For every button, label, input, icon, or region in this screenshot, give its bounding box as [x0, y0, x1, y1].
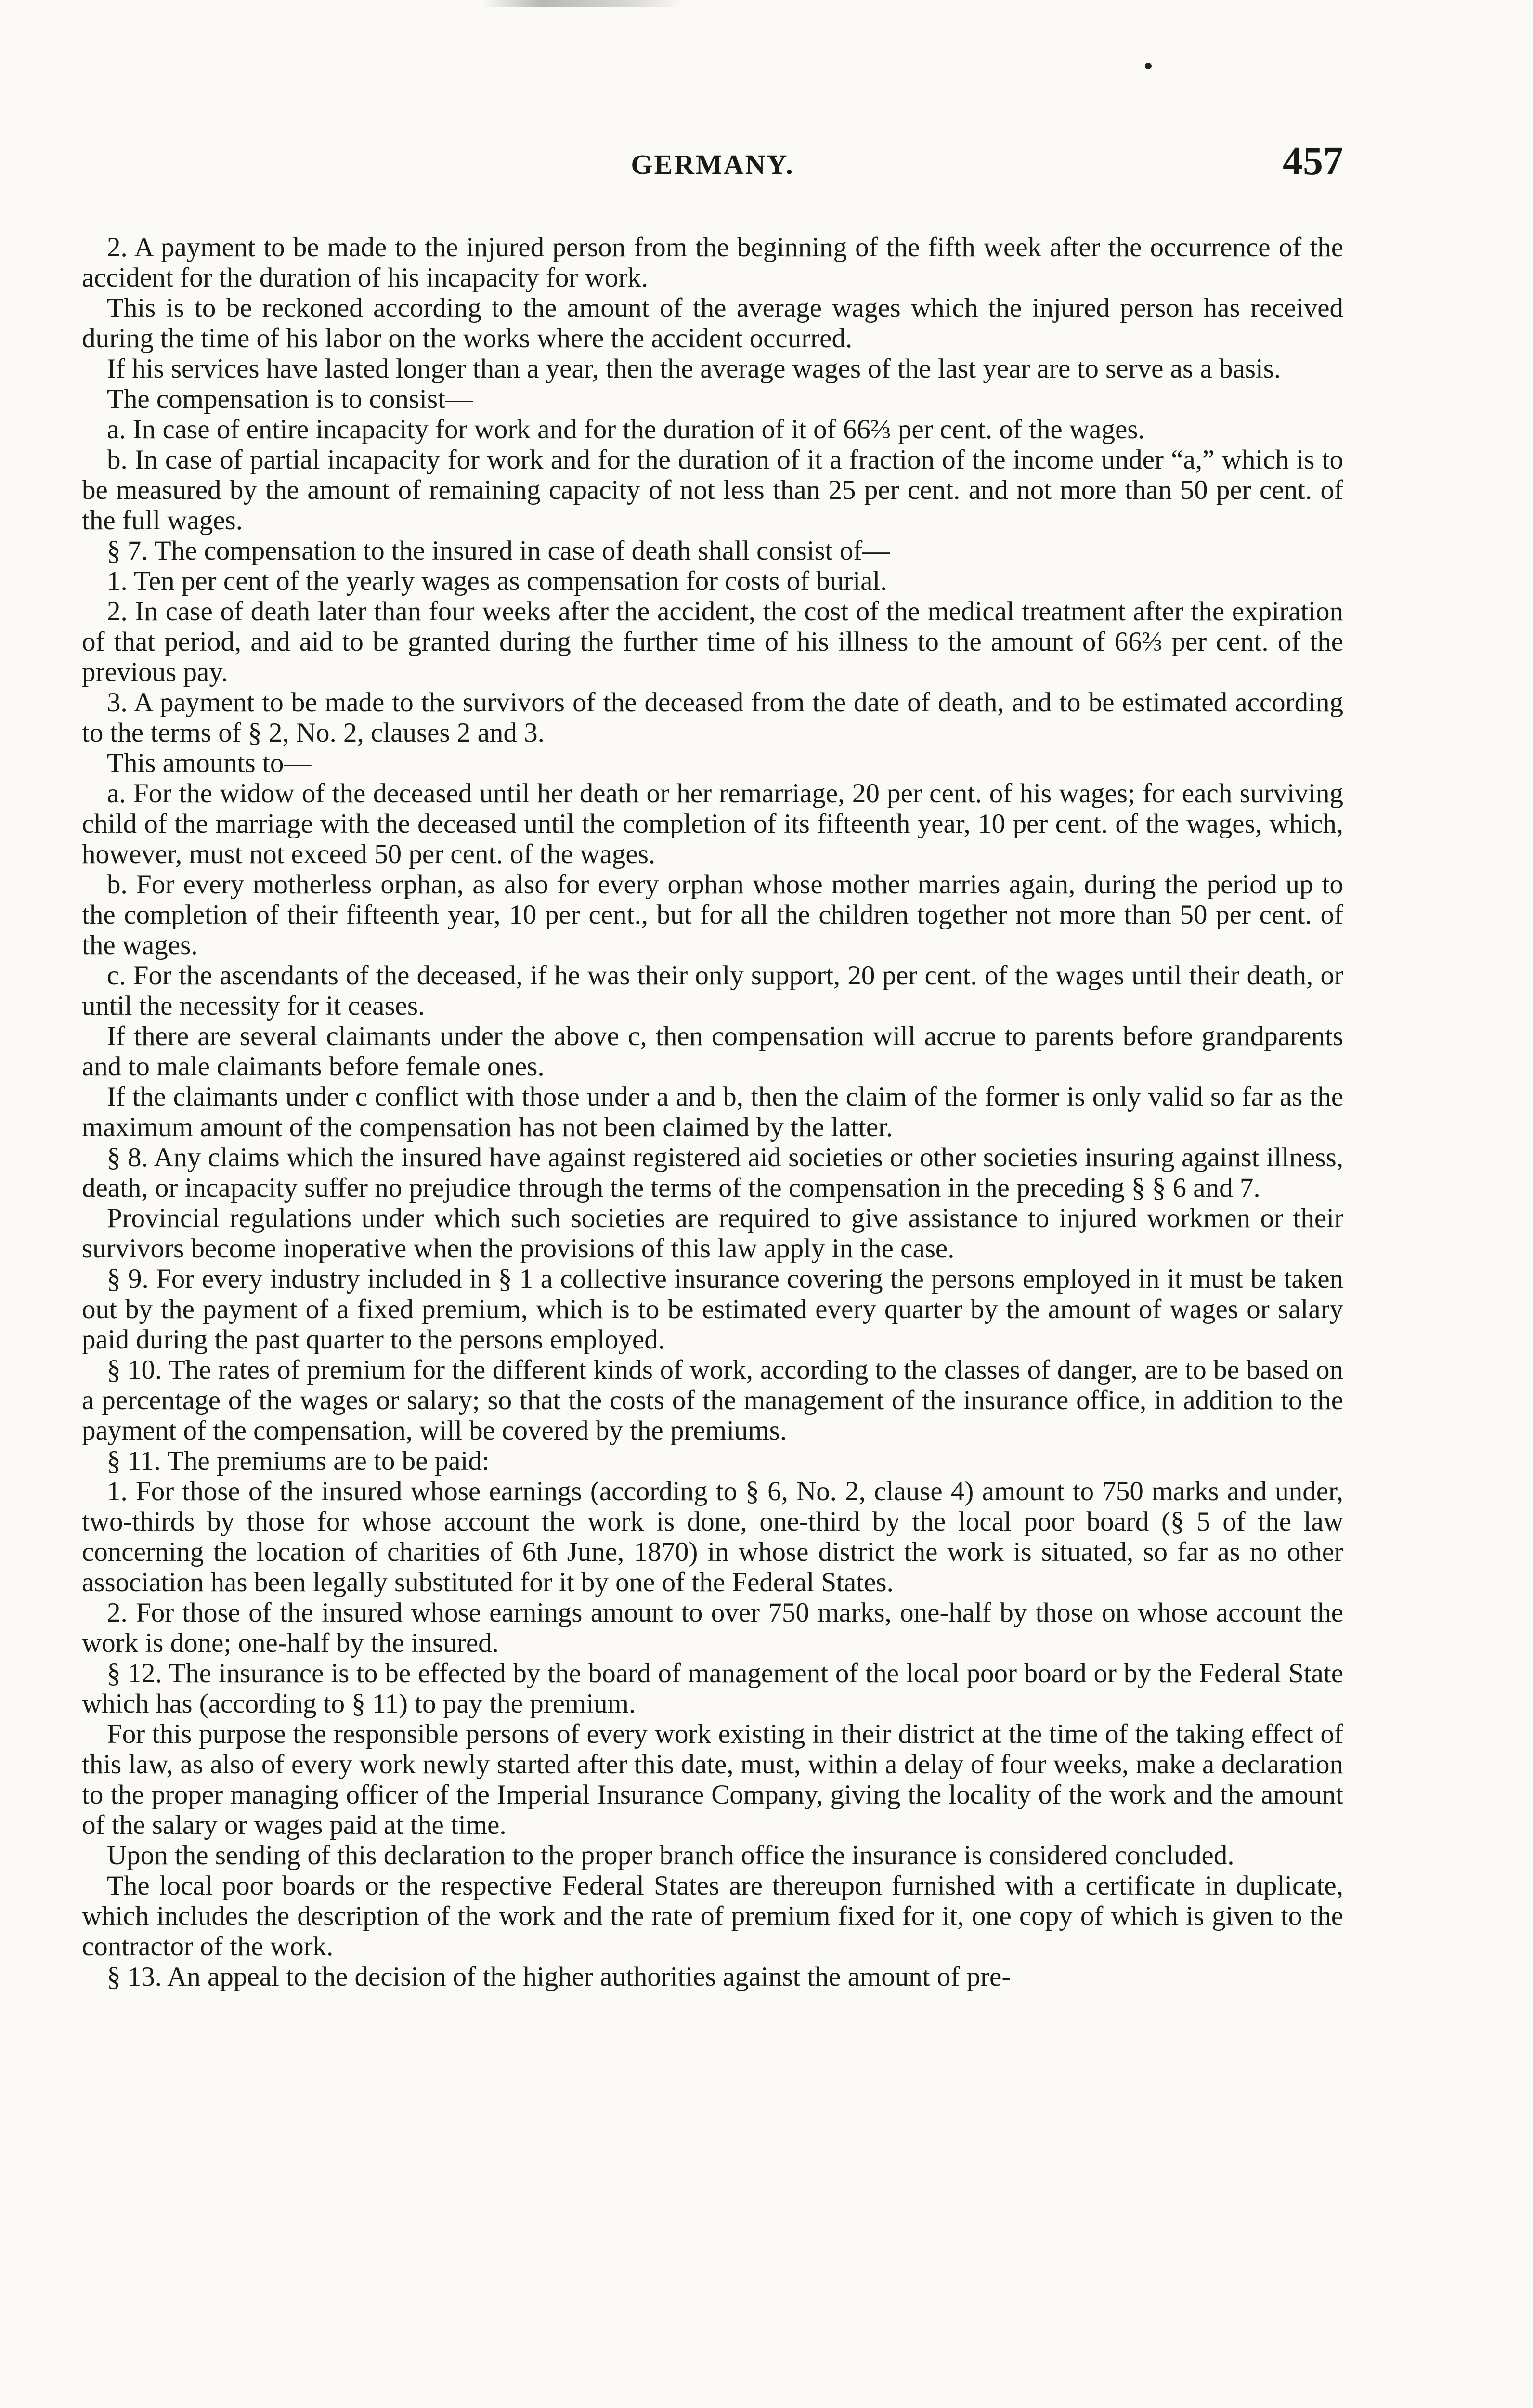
paragraph: c. For the ascendants of the deceased, if he was their only support, 20 per cent. of the wages until their death, or until the necessity for it ceases. — [82, 960, 1343, 1021]
paragraph: b. In case of partial incapacity for work and for the duration of it a fraction of the income under “a,” which is to be measured by the amount of remaining capacity of not less than 25 per cent. and not more than 50 per cent. of the full wages. — [82, 445, 1343, 536]
paragraph: If there are several claimants under the above c, then compensation will accrue to parents before grandparents and to male claimants before female ones. — [82, 1021, 1343, 1082]
scan-artifact — [481, 0, 684, 7]
paragraph: § 12. The insurance is to be effected by the board of management of the local poor board or by the Federal State which has (according to § 11) to pay the premium. — [82, 1658, 1343, 1719]
paragraph: 2. In case of death later than four weeks after the accident, the cost of the medical treatment after the expiration of that period, and aid to be granted during the further time of his illness to the amount of 66⅔ per cent. of the previous pay. — [82, 596, 1343, 687]
paragraph: a. For the widow of the deceased until her death or her remarriage, 20 per cent. of his wages; for each surviving child of the marriage with the deceased until the completion of its fifteenth year, 10 per cent. of the wages, which, however, must not exceed 50 per cent. of the wages. — [82, 778, 1343, 869]
paragraph: Provincial regulations under which such societies are required to give assistance to injured workmen or their survivors become inoperative when the provisions of this law apply in the case. — [82, 1203, 1343, 1264]
running-head: GERMANY. — [631, 149, 794, 180]
ink-dot — [1145, 63, 1152, 69]
paragraph: b. For every motherless orphan, as also for every orphan whose mother marries again, during the period up to the completion of their fifteenth year, 10 per cent., but for all the children together not more than 50 per cent. of the wages. — [82, 869, 1343, 960]
paragraph: 1. Ten per cent of the yearly wages as compensation for costs of burial. — [107, 566, 887, 596]
paragraph: § 11. The premiums are to be paid: — [107, 1446, 490, 1476]
paragraph: The compensation is to consist— — [107, 384, 473, 414]
paragraph: Upon the sending of this declaration to the proper branch office the insurance is considered concluded. — [107, 1840, 1234, 1871]
paragraph: § 10. The rates of premium for the different kinds of work, according to the classes of danger, are to be based on a percentage of the wages or salary; so that the costs of the management of the insurance office, in addition to the payment of the compensation, will be covered by the premiums. — [82, 1355, 1343, 1446]
paragraph: § 7. The compensation to the insured in case of death shall consist of— — [107, 536, 890, 566]
paragraph: § 13. An appeal to the decision of the higher authorities against the amount of pre- — [107, 1962, 1011, 1992]
paragraph: a. In case of entire incapacity for work and for the duration of it of 66⅔ per cent. of the wages. — [107, 414, 1145, 445]
paragraph: § 9. For every industry included in § 1 a collective insurance covering the persons employed in it must be taken out by the payment of a fixed premium, which is to be estimated every quarter by the amount of wages or salary paid during the past quarter to the persons employed. — [82, 1264, 1343, 1355]
paragraph: If his services have lasted longer than a year, then the average wages of the last year are to serve as a basis. — [107, 353, 1281, 384]
paragraph: 2. A payment to be made to the injured person from the beginning of the fifth week after the occurrence of the accident for the duration of his incapacity for work. — [82, 232, 1343, 293]
page-header — [82, 129, 1343, 182]
paragraph: This amounts to— — [107, 748, 312, 778]
page-number: 457 — [1283, 139, 1343, 183]
body-text — [82, 232, 1343, 1992]
paragraph: This is to be reckoned according to the amount of the average wages which the injured person has received during the time of his labor on the works where the accident occurred. — [82, 293, 1343, 353]
paragraph: § 8. Any claims which the insured have against registered aid societies or other societies insuring against illness, death, or incapacity suffer no prejudice through the terms of the compensation in the preceding § § 6 and 7. — [82, 1142, 1343, 1203]
paragraph: For this purpose the responsible persons of every work existing in their district at the time of the taking effect of this law, as also of every work newly started after this date, must, within a delay of four weeks, make a declaration to the proper managing officer of the Imperial Insurance Company, giving the locality of the work and the amount of the salary or wages paid at the time. — [82, 1719, 1343, 1840]
paragraph: If the claimants under c conflict with those under a and b, then the claim of the former is only valid so far as the maximum amount of the compensation has not been claimed by the latter. — [82, 1082, 1343, 1142]
paragraph: 1. For those of the insured whose earnings (according to § 6, No. 2, clause 4) amount to 750 marks and under, two-thirds by those for whose account the work is done, one-third by the local poor board (§ 5 of the law concerning the location of charities of 6th June, 1870) in whose district the work is situated, so far as no other association has been legally substituted for it by one of the Federal States. — [82, 1476, 1343, 1597]
paragraph: The local poor boards or the respective Federal States are thereupon furnished with a certificate in duplicate, which includes the description of the work and the rate of premium fixed for it, one copy of which is given to the contractor of the work. — [82, 1871, 1343, 1962]
paragraph: 3. A payment to be made to the survivors of the deceased from the date of death, and to be estimated according to the terms of § 2, No. 2, clauses 2 and 3. — [82, 687, 1343, 748]
paragraph: 2. For those of the insured whose earnings amount to over 750 marks, one-half by those on whose account the work is done; one-half by the insured. — [82, 1597, 1343, 1658]
